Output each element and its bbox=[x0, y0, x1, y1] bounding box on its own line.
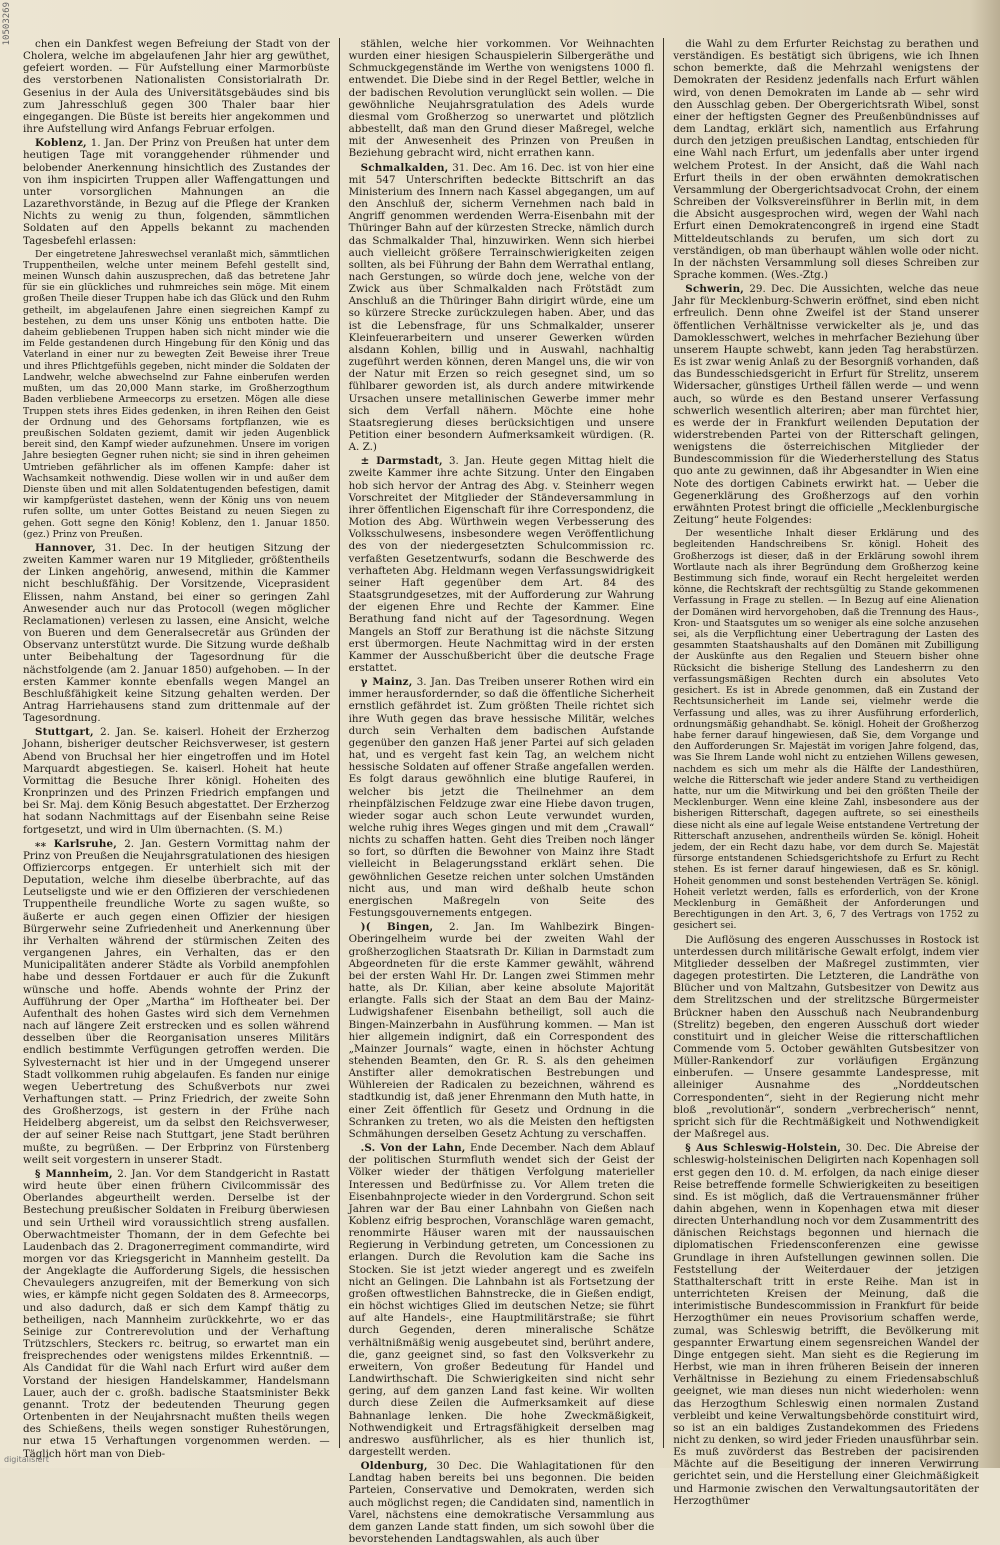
article-dateline: Koblenz, bbox=[35, 137, 87, 150]
article bbox=[23, 1168, 330, 1460]
article-body: 30. Dec. Die Abreise der schleswig-holsteinischen Deligirten nach Kopenhagen soll erst gegen den 10. d. M. erfolgen, da nach einige dieser Reise betreffende formelle Schwierigkeiten zu beseitigen sind. Es ist möglich, daß die Vertrauensmänner früher dahin abgehen, wenn in Kopenhagen etwa mit dieser directen Unterhandlung noch vor dem Zusammentritt des dänischen Reichstags begonnen und hiernach die diplomatischen Friedensconferenzen eine gewisse Grundlage in ihren Aufstellungen gewinnen sollen. Die Feststellung der Weiterdauer der jetzigen Statthalterschaft tritt in erste Reihe. Man ist in unterrichteten Kreisen der Meinung, daß die interimistische Bundescommission in Frankfurt für beide Herzogthümer ein neues Provisorium schaffen werde, zumal, was Schleswig betrifft, die Bevölkerung mit gespannter Erwartung einem segensreichen Wandel der Dinge entgegen sieht. Man sieht es die Regierung im Herbst, wie man in ihren früheren Beisein der inneren Verhältnisse in Beziehung zu einem Friedensabschluß geeignet, wie man dieses nun nicht wiederholen: wenn das Herzogthum Schleswig einen normalen Zustand verbleibt und keine Verwaltungsbehörde constituirt wird, so ist an ein baldiges Zustandekommen des Friedens nicht zu denken, so wird jeder Frieden unausführbar sein. Es muß zuvörderst das Bestreben der pacisirenden Mächte auf die Beseitigung der inneren Verwirrung gerichtet sein, und die Herstellung einer Gleichmäßigkeit und Harmonie zwischen den Verwaltungsautoritäten der Herzogthümer bbox=[673, 1142, 979, 1507]
article-dateline: Hannover, bbox=[35, 541, 96, 554]
article bbox=[673, 38, 979, 281]
article bbox=[673, 283, 979, 526]
article-dateline: Schmalkalden, bbox=[360, 161, 449, 174]
article bbox=[23, 726, 330, 835]
article-body: stählen, welche hier vorkommen. Vor Weihnachten wurden einer hiesigen Schauspielerin Silbergeräthe und Schmuckgegenstände im Werthe von wenigstens 1000 fl. entwendet. Die Diebe sind in der Regel Bettler, welche in der badischen Revolution verunglückt sein wollen. — Die gewöhnliche Neujahrsgratulation des Adels wurde diesmal vom Großherzog so unerwartet und plötzlich abbestellt, daß man den Grund dieser Maßregel, welche mit der Anwesenheit des Prinzen von Preußen in Beziehung gebracht wird, nicht errathen kann. bbox=[348, 38, 655, 160]
article-body: 2. Jan. Se. kaiserl. Hoheit der Erzherzog Johann, bisheriger deutscher Reichsverweser, ist gestern Abend von Bruchsal her hier eingetroffen und im Hotel Marquardt abgestiegen. Se. kaiserl. Hoheit hat heute Vormittag die Besuche Ihrer königl. Hoheiten des Kronprinzen und des Prinzen Friedrich empfangen und bei Sr. Maj. dem König Besuch abgestattet. Der Erzherzog hat sodann Nachmittags auf der Eisenbahn seine Reise fortgesetzt, und wird in Ulm übernachten. (S. M.) bbox=[23, 726, 330, 836]
scan-id: 10503269 bbox=[2, 2, 12, 46]
column-2 bbox=[339, 38, 664, 1545]
footer-mark: digitalisiert bbox=[4, 1455, 49, 1464]
article bbox=[349, 921, 655, 1140]
article-dateline: Schwerin, bbox=[685, 283, 745, 296]
article bbox=[349, 676, 655, 919]
article bbox=[349, 455, 655, 674]
article bbox=[673, 934, 979, 1141]
article-body: 31. Dec. Am 16. Dec. ist von hier eine mit 547 Unterschriften bedeckte Bittschrift an das Ministerium des Innern nach Kassel abgegangen, um auf den Anschluß der, sicherm Vernehmen nach bald in Angriff genommen werdenden Werra-Eisenbahn mit der Thüringer Bahn auf der kürzesten Strecke, nämlich durch das Schmalkalder Thal, hinzuwirken. Wenn sich hierbei auch vielleicht größere Terrainschwierigkeiten zeigen sollten, als bei Führung der Bahn dem Werrathal entlang, nach Gerstungen, so würde doch jene, welche von der Zwick aus über Schmalkalden nach Frötstädt zum Anschluß an die Thüringer Bahn dirigirt würde, eine um so kürzere Strecke zurückzulegen haben. Aber, und das ist die Lebensfrage, für uns Schmalkalder, unserer Kleinfeuerarbeitern und unserer Gewerken würden alsdann Kohlen, billig und in Auswahl, nachhaltig zugeführt werden können, deren Mangel uns, die wir von der Natur mit Erzen so reich gesegnet sind, um so fühlbarer geworden ist, als durch andere mitwirkende Ursachen unsere metallinischen Gewerbe immer mehr sich dem Verfall nähern. Möchte eine hohe Staatsregierung dieses berücksichtigen und unsere Petition einer besondern Aufmerksamkeit würdigen. (R. A. Z.) bbox=[348, 161, 655, 454]
article-dateline: .S. Von der Lahn, bbox=[360, 1142, 466, 1155]
article-dateline: )( Bingen, bbox=[360, 921, 434, 934]
article-dateline: Stuttgart, bbox=[35, 726, 94, 739]
article-body: Der eingetretene Jahreswechsel veranlaßt mich, sämmtlichen Truppentheilen, welche unter meinem Befehl gestellt sind, meinen Wunsch dahin auszusprechen, daß das betretene Jahr für sie ein glückliches und ruhmreiches sein möge. Mit einem großen Theile dieser Truppen habe ich das Glück und den Ruhm getheilt, im abgelaufenen Jahre einen siegreichen Kampf zu bestehen, zu dem uns unser König uns entboten hatte. Die daheim gebliebenen Truppen haben sich nicht minder wie die im Felde gestandenen durch Hingebung für den König und das Vaterland in einer nur zu bewegten Zeit Beweise ihrer Treue und ihres Pflichtgefühls gegeben, nicht minder die Soldaten der Landwehr, welche abwechselnd zur Fahne einberufen werden mußten, um das 20,000 Mann starke, im Großherzogthum Baden verbliebene Armeecorps zu ersetzen. Mögen alle diese Truppen stets ihres Eides gedenken, in ihren Reihen den Geist der Ordnung und des Gehorsams fortpflanzen, wie es preußischen Soldaten geziemt, damit wir jeden Augenblick bereit sind, den Kampf wieder aufzunehmen. Unsere im vorigen Jahre besiegten Gegner ruhen nicht; sie sind in ihren geheimen Umtrieben gefährlicher als im offenen Kampfe: daher ist Wachsamkeit nothwendig. Diese wollen wir in und außer dem Dienste üben und mit allen Soldatentugenden befestigen, damit wir kampfgerüstet dastehen, wenn der König uns von neuem rufen sollte, um unter Gottes Beistand zu neuen Siegen zu gehen. Gott segne den König! Koblenz, den 1. Januar 1850. (gez.) Prinz von Preußen. bbox=[23, 248, 330, 540]
article bbox=[23, 38, 330, 135]
article bbox=[23, 542, 330, 724]
article-dateline: ⁎⁎ Karlsruhe, bbox=[35, 837, 118, 850]
article bbox=[349, 1142, 655, 1458]
article bbox=[349, 162, 655, 454]
article bbox=[23, 838, 330, 1166]
article-dateline: ± Darmstadt, bbox=[360, 455, 443, 468]
article-body: 2. Jan. Vor dem Standgericht in Rastatt wird heute über einen frühern Civilcommissär des Oberlandes abgeurtheilt werden. Derselbe ist der Bestechung preußischer Soldaten in Freiburg überwiesen und sein Urtheil wird voraussichtlich streng ausfallen. Oberwachtmeister Thomann, der in dem Gefechte bei Laudenbach das 2. Dragonerregiment commandirte, wird morgen vor das Kriegsgericht in Mannheim gestellt. Da der Angeklagte die Aufforderung Sigels, die hessischen Chevaulegers anzugreifen, mit der Bemerkung von sich wies, er kämpfe nicht gegen Soldaten des 8. Armeecorps, und also dadurch, daß er sich dem Kampf thätig zu betheiligen, nach Mannheim zurückkehrte, wo er das Seinige zur Contrerevolution und der Verhaftung Trützschlers, Steckers rc. beitrug, so erwartet man ein freisprechendes oder wenigstens mildes Erkenntniß. — Als Candidat für die Wahl nach Erfurt wird außer dem Vorstand der hiesigen Handelskammer, Handelsmann Lauer, auch der c. großh. badische Staatsminister Bekk genannt. Trotz der bedeutenden Theurung gegen Ortenbenten in der Neujahrsnacht mußten theils wegen des Schießens, theils wegen sonstiger Ruhestörungen, nur etwa 15 Verhaftungen vorgenommen werden. — Täglich hört man von Dieb- bbox=[23, 1167, 330, 1460]
article-body: 1. Jan. Der Prinz von Preußen hat unter dem heutigen Tage mit voranggehender rühmender und belobender Anerkennung hinsichtlich des Zustandes der von ihm inspicirten Truppen aller Waffengattungen und unter vorsorglichen Mahnungen an die Lazarethvorstände, in Bezug auf die Pflege der Kranken Nichts zu wenig zu thun, folgenden, sämmtlichen Soldaten auf den Appells bekannt zu machenden Tagesbefehl erlassen: bbox=[23, 137, 330, 247]
article-dateline: γ Mainz, bbox=[360, 676, 413, 689]
article-body: 3. Jan. Heute gegen Mittag hielt die zweite Kammer ihre achte Sitzung. Unter den Eingaben hob sich hervor der Antrag des Abg. v. Steinherr wegen Vorschreitet der Mitglieder der Ständeversammlung in ihrer öffentlichen Eigenschaft für ihre Correspondenz, die Motion des Abg. Würthwein wegen Verbesserung des Volksschulwesens, insbesondere wegen Veröffentlichung des von der niedergesetzten Schulcommission rc. verfaßten Gesetzentwurfs, sodann die Beschwerde des verhafteten Abg. Heldmann wegen Verfassungswidrigkeit seiner Haft gegenüber dem Art. 84 des Staatsgrundgesetzes, mit der Aufforderung zur Wahrung der eigenen Ehre und Rechte der Kammer. Eine Berathung fand nicht auf der Tagesordnung. Wegen Mangels an Stoff zur Berathung ist die nächste Sitzung erst übermorgen. Heute Nachmittag wird in der ersten Kammer der Ausschußbericht über die deutsche Frage erstattet. bbox=[348, 455, 655, 674]
article bbox=[349, 38, 655, 160]
article-body: chen ein Dankfest wegen Befreiung der Stadt von der Cholera, welche im abgelaufenen Jahr hier arg gewüthet, gefeiert worden. — Für Aufstellung einer Marmorbüste des verstorbenen Nationalisten Consistorialrath Dr. Gesenius in der Aula des Universitätsgebäudes sind bis zum Jahresschluß gegen 300 Thaler baar hier eingegangen. Die Büste ist bereits hier angekommen und ihre Aufstellung wird Anfangs Februar erfolgen. bbox=[23, 38, 330, 136]
article bbox=[23, 249, 330, 540]
article-body: Ende December. Nach dem Ablauf der politischen Sturmfluth wendet sich der Geist der Völker wieder der thätigen Verfolgung materieller Interessen und Bedürfnisse zu. Vor Allem treten die Eisenbahnprojecte wieder in den Vordergrund. Schon seit Jahren war der Bau einer Lahnbahn von Gießen nach Koblenz eifrig besprochen, Voranschläge waren gemacht, renommirte Häuser waren mit der naussauischen Regierung in Verbindung getreten, um Concessionen zu erlangen. Durch die Revolution kam die Sache ins Stocken. Sie ist jetzt wieder angeregt und es zweifeln nicht an Gelingen. Die Lahnbahn ist als Fortsetzung der großen oftwestlichen Bahnstrecke, die in Gießen endigt, ein höchst wichtiges Glied im deutschen Netze; sie führt auf alte Handels-, eine Hauptmilitärstraße; sie führt durch Gegenden, deren mineralische Schätze verhältnißmäßig wenig ausgebeutet sind, berührt andere, die, ganz geeignet sind, so fast den Volksverkehr zu erweitern, Von großer Bedeutung für Handel und Landwirthschaft. Die Schwierigkeiten sind nicht sehr gering, auf dem ganzen Land fast keine. Wir wollten durch diese Zeilen die Aufmerksamkeit auf diese Bahnanlage lenken. Die hohe Zweckmäßigkeit, Nothwendigkeit und Ertragsfähigkeit derselben mag andreswo ausführlicher, als es hier thunlich ist, dargestellt werden. bbox=[348, 1142, 655, 1458]
article-dateline: Oldenburg, bbox=[360, 1460, 428, 1473]
article bbox=[673, 528, 979, 931]
article-body: 3. Jan. Das Treiben unserer Rothen wird ein immer herausfordernder, so daß die öffentliche Sicherheit ernstlich gefährdet ist. Zum größten Theile richtet sich ihre Wuth gegen das brave hessische Militär, welches durch sein Verhalten dem badischen Aufstande gegenüber den ganzen Haß jener Partei auf sich geladen hat, und es vergeht fast kein Tag, an welchem nicht hessische Soldaten auf offener Straße angefallen werden. Es folgt daraus gewöhnlich eine blutige Rauferei, in welcher bis jetzt die Theilnehmer an dem rheinpfälzischen Feldzuge zwar eine Hiebe davon trugen, wieder sogar auch schon Leute verwundet wurden, welche ruhig ihres Weges gingen und mit dem „Crawall“ nichts zu schaffen hatten. Geht dies Treiben noch länger so fort, so dürften die Bewohner von Mainz ihre Stadt vielleicht in Belagerungsstand erklärt sehen. Die gewöhnlichen Gesetze reichen unter solchen Umständen nicht aus, und man wird deßhalb heute schon energischen Maßregeln von Seite des Festungsgouvernements entgegen. bbox=[348, 676, 655, 920]
article-body: Die Auflösung des engeren Ausschusses in Rostock ist unterdessen durch militärische Gewalt erfolgt, indem vier Mitglieder desselben der Maßregel zustimmten, vier dagegen protestirten. Die Letzteren, die Landräthe von Blücher und von Maltzahn, Gutsbesitzer von Dewitz aus dem Strelitzschen und der strelitzsche Bürgermeister Brückner haben den Ausschuß nach Neubrandenburg (Strelitz) begeben, den engeren Ausschuß dort wieder constituirt und in gleicher Weise die ritterschaftlichen Commende vom 5. October gewählten Gutsbesitzer von Müller-Rankendorf zur vorläufigen Ergänzung einberufen. — Unsere gesammte Landespresse, mit alleiniger Ausnahme des „Norddeutschen Correspondenten“, sieht in der Regierung nicht mehr bloß „revolutionär“, sondern „verbrecherisch“ nennt, spricht sich für die Rechtmäßigkeit und Nothwendigkeit der Maßregel aus. bbox=[673, 933, 979, 1141]
article-dateline: § Aus Schleswig-Holstein, bbox=[685, 1142, 842, 1155]
column-3 bbox=[663, 38, 988, 1507]
column-1 bbox=[14, 38, 339, 1460]
article bbox=[23, 137, 330, 246]
article-body: 2. Jan. Im Wahlbezirk Bingen-Oberingelheim wurde bei der zweiten Wahl der großherzoglichen Staatsrath Dr. Kilian in Darmstadt zum Abgeordneten für die erste Kammer gewählt, während bei der ersten Wahl Hr. Dr. Langen zwei Stimmen mehr hatte, als Dr. Kilian, aber keine absolute Majorität erlangte. Falls sich der Staat an dem Bau der Mainz-Ludwigshafener Eisenbahn betheiligt, soll auch die Bingen-Mainzerbahn in Ausführung kommen. — Man ist hier allgemein indignirt, daß ein Correspondent des „Mainzer Journals“ wagte, einen in höchster Achtung stehenden Beamten, den Gr. R. S. als den geheimen Anstifter aller demokratischen Bestrebungen und Wühlereien der Radicalen zu bezeichnen, während es stadtkundig ist, daß jener Ehrenmann den Muth hatte, in einer Zeit öffentlich für Gesetz und Ordnung in die Schranken zu treten, wo als die Meisten den heftigsten Schmähungen derselben Gesetz Achtung zu verschaffen. bbox=[348, 921, 655, 1140]
article-body: 2. Jan. Gestern Vormittag nahm der Prinz von Preußen die Neujahrsgratulationen des hiesigen Offiziercorps entgegen. Er unterhielt sich mit der Deputation, welche ihm dieselbe überbrachte, auf das Leutseligste und wie er den Offizieren der verschiedenen Truppentheile freundliche Worte zu sagen wußte, so äußerte er auch gegen einen Offizier der hiesigen Bürgerwehr seine Zufriedenheit und Anerkennung über ihr Verhalten während der stürmischen Zeiten des vergangenen Jahres, ein Verhalten, das er den Municipalitäten anderer Städte als Vorbild anempfohlen habe und dessen Fortdauer er auch für die Zukunft wünsche und hoffe. Abends wohnte der Prinz der Aufführung der Oper „Martha“ im Hoftheater bei. Der Aufenthalt des hohen Gastes wird sich dem Vernehmen nach auf längere Zeit erstrecken und es sollen während desselben über die Reorganisation unseres Militärs endlich bestimmte Verfügungen getroffen werden. Die Sylvesternacht ist hier und in der Umgegend unserer Stadt vollkommen ruhig abgelaufen. Es fanden nur einige wegen Uebertretung des Schußverbots nur zwei Verhaftungen statt. — Prinz Friedrich, der zweite Sohn des Großherzogs, ist gestern in der Frühe nach Heidelberg abgereist, um da selbst den Reichsverweser, der auf seiner Reise nach Stuttgart, jene Stadt berühren mußte, zu begrüßen. — Der Erbprinz von Fürstenberg weilt seit vorgestern in unserer Stadt. bbox=[23, 837, 330, 1166]
article-body: Der wesentliche Inhalt dieser Erklärung und des begleitenden Handschreibens Sr. königl. Hoheit des Großherzogs ist dieser, daß in der Erklärung sowohl ihrem Wortlaute nach als ihrer Begründung dem Großherzog keine Bestimmung sich finde, worauf ein Recht hergeleitet werden könne, die Rechtskraft der rechtsgültig zu Stande gekommenen Verfassung in Frage zu stellen. — In Bezug auf eine Alienation der Domänen wird hervorgehoben, daß die Trennung des Haus-, Kron- und Staatsgutes um so weniger als eine solche anzusehen sei, als die Verpflichtung einer Uebertragung der Lasten des gesammten Staatshaushalts auf den Domänen mit Zubilligung der Auskünfte aus den Regalien und Steuern bisher ohne Rücksicht die bisherige Stellung des Landesherrn zu den verfassungsmäßigen Rechten durch ein absolutes Veto gesichert. Es ist in Abrede genommen, daß ein Zustand der Rechtsunsicherheit im Lande sei, vielmehr werde die Verfassung und alles, was zu ihrer Ausführung erforderlich, ordnungsmäßig gehandhabt. Se. königl. Hoheit der Großherzog habe ferner darauf hingewiesen, daß Sie, dem Vorgange und den Aufforderungen Sr. Majestät im vorigen Jahre folgend, das, was Sie Ihrem Lande wohl nicht zu entziehen Willens gewesen, nachdem es sich um mehr als die Hälfte der Landesthüren, welche die Ritterschaft wie jeder andere Stand zu vertheidigen hatte, nur um die Mitwirkung und bei den größten Theile der Mecklenburger. Wenn eine kleine Zahl, insbesondere aus der bisherigen Ritterschaft, dagegen auftrete, so sei einestheils diese nicht als eine auf legale Weise entstandene Vertretung der Ritterschaft anzusehen, andrentheils würden Se. königl. Hoheit jedem, der ein Recht dazu habe, vor dem durch Se. Majestät fürsorge entstandenen Schiedsgerichtshofe zu Erfurt zu Recht stehen. Es ist ferner darauf hingewiesen, daß es Sr. königl. Hoheit genommen und sonst bestehenden Verträgen Se. königl. Hoheit verletzt werden, falls es erforderlich, von der Krone Mecklenburg in Gemäßheit der Anforderungen und Berechtigungen in den Art. 3, 6, 7 des Vertrags von 1752 zu gesichert sei. bbox=[673, 528, 979, 932]
article-body: 31. Dec. In der heutigen Sitzung der zweiten Kammer waren nur 19 Mitglieder, größtentheils der Linken angehörig, anwesend, mithin die Kammer nicht beschlußfähig. Der Vorsitzende, Viceprasident Elissen, nahm Anstand, bei einer so geringen Zahl Anwesender auch nur das Protocoll (wegen möglicher Reclamationen) verlesen zu lassen, eine Ansicht, welche von Bueren und dem Generalsecretär aus Gründen der Observanz unterstützt wurde. Die Sitzung wurde deßhalb unter Beibehaltung der Tagesordnung für die nächstfolgende (am 2. Januar 1850) aufgehoben. — In der ersten Kammer konnte ebenfalls wegen Mangel an Beschlußfähigkeit keine Sitzung gehalten werden. Der Antrag Harriehausens stand zum drittenmale auf der Tagesordnung. bbox=[23, 541, 330, 725]
article-body: 30 Dec. Die Wahlagitationen für den Landtag haben bereits bei uns begonnen. Die beiden Parteien, Conservative und Demokraten, werden sich auch möglichst regen; die Candidaten sind, namentlich in Varel, nächstens eine demokratische Versammlung aus dem ganzen Lande statt finden, um sich sowohl über die bevorstehenden Landtagswahlen, als auch über bbox=[348, 1460, 655, 1545]
article bbox=[349, 1460, 655, 1545]
article-body: die Wahl zu dem Erfurter Reichstag zu berathen und verständigen. Es bestätigt sich übrigens, wie ich Ihnen schon bemerkte, daß die Mehrzahl wenigstens der Demokraten der Residenz jedenfalls nach Erfurt wählen wird, von denen Demokraten im Lande ab — sehr wird den Ausschlag geben. Der Obergerichtsrath Wibel, sonst einer der heftigsten Gegner des Preußenbündnisses auf dem Landtag, erklärt sich, namentlich aus Erfahrung durch den jetzigen preußischen Landtag, entschieden für eine Wahl nach Erfurt, um jedenfalls aber unter irgend welchem Protest. In der Ansicht, daß die Wahl nach Erfurt theils in der oben erwähnten demokratischen Versammlung der Obergerichtsadvocat Crohn, der einem Schreiben der Volksvereinsführer in Berlin mit, in dem die Absicht ausgesprochen wird, wegen der Wahl nach Erfurt einen Demokratencongreß in irgend eine Stadt Mitteldeutschlands zu berufen, um sich dort zu verständigen, ob man überhaupt wählen wolle oder nicht. In der nächsten Versammlung soll dieses Schreiben zur Sprache kommen. (Wes.-Ztg.) bbox=[673, 38, 979, 281]
article-body: 29. Dec. Die Aussichten, welche das neue Jahr für Mecklenburg-Schwerin eröffnet, sind eben nicht erfreulich. Denn ohne Zweifel ist der Stand unserer öffentlichen Verhältnisse verwickelter als je, und das Damoklesschwert, welches in mehrfacher Beziehung über unserem Haupte schwebt, kann jeden Tag herabstürzen. Es ist zwar wenig Anlaß zu der Besorgniß vorhanden, daß das Bundesschiedsgericht in Erfurt für Strelitz, unserem Widersacher, günstiges Urtheil fällen werde — und wenn auch, so würde es den Bestand unserer Verfassung schwerlich wesentlich alteriren; aber man fürchtet hier, es werde der in Frankfurt weilenden Deputation der widerstrebenden Partei von der Ritterschaft gelingen, wenigstens die österreichischen Mitglieder der Bundescommission für die Wiederherstellung des Status quo ante zu gewinnen, daß ihr Abgesandter in Wien eine Note des dortigen Cabinets erwirkt hat. — Ueber die Gegenerklärung des Großherzogs auf den vorhin erwähnten Protest bringt die officielle „Mecklenburgische Zeitung“ heute Folgendes: bbox=[673, 283, 979, 527]
article bbox=[673, 1142, 979, 1507]
article-dateline: § Mannheim, bbox=[35, 1167, 113, 1180]
